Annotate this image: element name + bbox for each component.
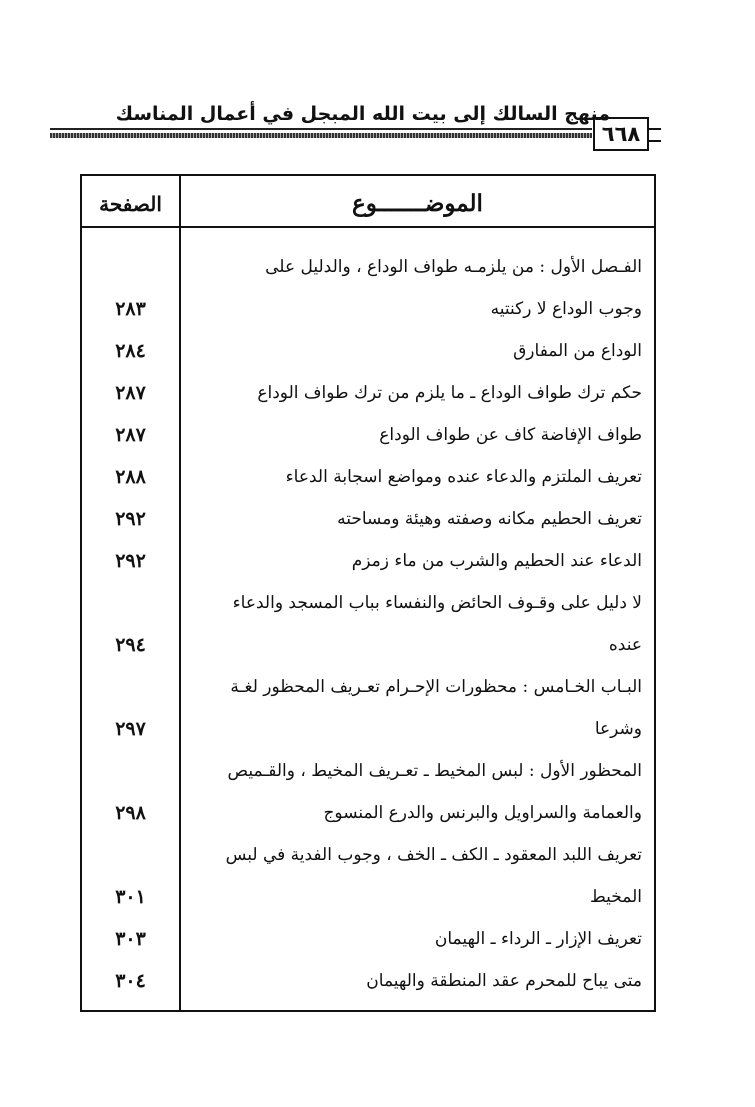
topic-text: المخيط — [590, 887, 642, 907]
page-column-header: الصفحة — [99, 192, 162, 216]
table-row — [82, 330, 654, 372]
page-ref — [82, 582, 179, 624]
topic-text: تعريف الحطيم مكانه وصفته وهيئة ومساحته — [337, 509, 642, 529]
topic-text: طواف الإفاضة كاف عن طواف الوداع — [379, 425, 642, 445]
topic-text: حكم ترك طواف الوداع ـ ما يلزم من ترك طواف الوداع — [257, 383, 642, 403]
topic-text: الوداع من المفارق — [513, 341, 642, 361]
page-ref: ٢٩٧ — [115, 718, 146, 740]
header-divider — [82, 226, 654, 228]
table-row — [82, 834, 654, 876]
page-ref: ٢٩٢ — [115, 508, 146, 530]
page-number: ٦٦٨ — [593, 117, 649, 151]
table-row — [82, 918, 654, 960]
page-ref — [82, 834, 179, 876]
table-row — [82, 792, 654, 834]
topic-text: تعريف الإزار ـ الرداء ـ الهيمان — [434, 929, 642, 949]
running-header-title: منهج السالك إلى بيت الله المبجل في أعمال المناسك — [115, 103, 610, 125]
table-row — [82, 414, 654, 456]
topic-text: المحظور الأول : لبس المخيط ـ تعـريف المخيط ، والقـميص — [227, 761, 642, 781]
table-row — [82, 582, 654, 624]
contents-rows — [82, 246, 654, 1002]
table-row — [82, 750, 654, 792]
page-ref: ٣٠٤ — [115, 970, 146, 992]
page-ref: ٢٨٧ — [115, 424, 146, 446]
topic-text: الفـصل الأول : من يلزمـه طواف الوداع ، والدليل على — [265, 257, 642, 277]
topic-text: لا دليل على وقـوف الحائض والنفساء بباب المسجد والدعاء — [232, 593, 642, 613]
contents-table — [80, 174, 656, 1012]
topic-text: تعريف اللبد المعقود ـ الكف ـ الخف ، وجوب الفدية في لبس — [225, 845, 642, 865]
page-ref: ٢٨٣ — [115, 298, 146, 320]
page-ref: ٢٨٨ — [115, 466, 146, 488]
page-ref: ٢٩٢ — [115, 550, 146, 572]
table-row — [82, 876, 654, 918]
table-row — [82, 708, 654, 750]
table-row — [82, 960, 654, 1002]
table-row — [82, 540, 654, 582]
page-ref: ٢٨٧ — [115, 382, 146, 404]
header-rule — [50, 128, 592, 130]
table-row — [82, 498, 654, 540]
table-row — [82, 288, 654, 330]
topic-text: وجوب الوداع لا ركنتيه — [490, 299, 642, 319]
page-ref: ٢٨٤ — [115, 340, 146, 362]
table-row — [82, 624, 654, 666]
topic-text: الدعاء عند الحطيم والشرب من ماء زمزم — [351, 551, 642, 571]
page-ref — [82, 750, 179, 792]
page-ref — [82, 666, 179, 708]
topic-text: متى يباح للمحرم عقد المنطقة والهيمان — [366, 971, 642, 991]
topic-text: وشرعا — [594, 719, 642, 739]
table-row — [82, 666, 654, 708]
page-ref: ٢٩٤ — [115, 634, 146, 656]
header-rule-hatched — [50, 133, 592, 138]
topic-text: والعمامة والسراويل والبرنس والدرع المنسوج — [323, 803, 642, 823]
page-ref: ٢٩٨ — [115, 802, 146, 824]
page-ref: ٣٠٣ — [115, 928, 146, 950]
table-row — [82, 372, 654, 414]
page-ref — [82, 246, 179, 288]
table-row — [82, 456, 654, 498]
page-ref: ٣٠١ — [115, 886, 146, 908]
topic-text: عنده — [608, 635, 642, 655]
topic-text: البـاب الخـامس : محظورات الإحـرام تعـريف المحظور لغـة — [230, 677, 642, 697]
topic-text: تعريف الملتزم والدعاء عنده ومواضع اسجابة الدعاء — [285, 467, 642, 487]
topic-column-header: الموضـــــــوع — [352, 190, 483, 217]
table-row — [82, 246, 654, 288]
